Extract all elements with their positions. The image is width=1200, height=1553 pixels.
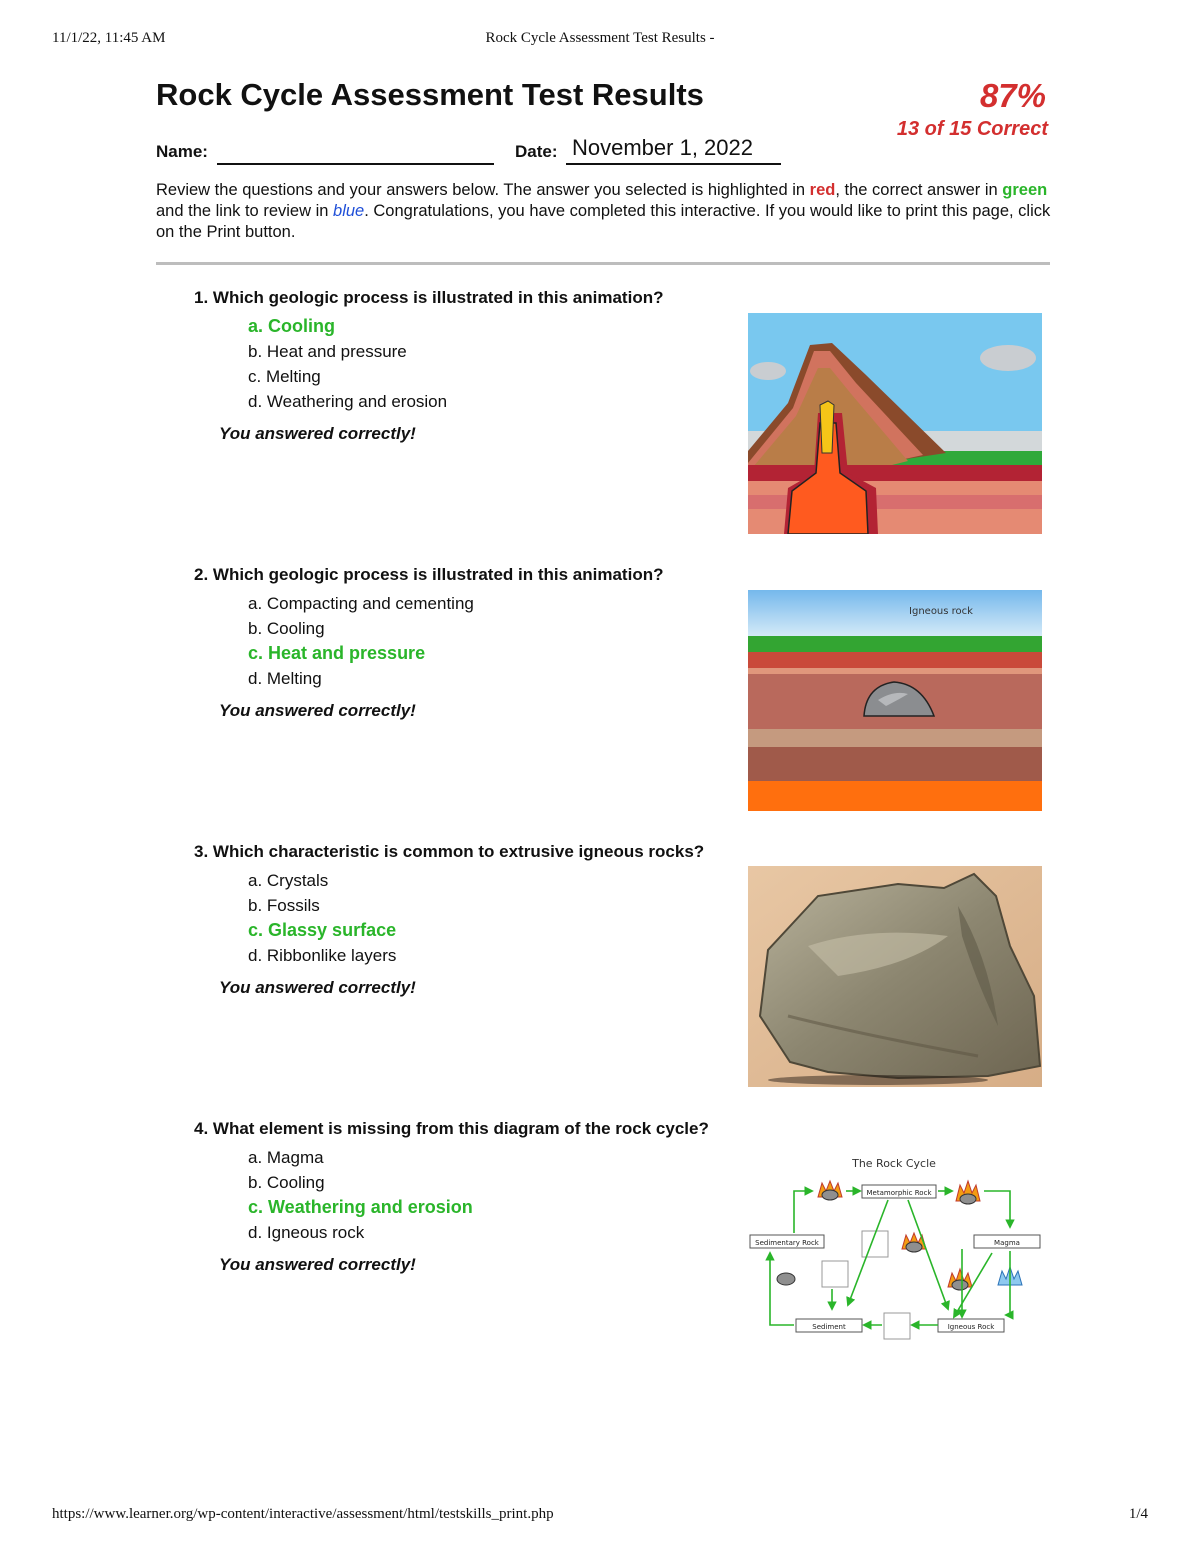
intro-text-3: and the link to review in (156, 202, 334, 220)
intro-text-1: Review the questions and your answers below. The answer you selected is highlighted in (156, 181, 810, 199)
answer-choice: d. Weathering and erosion (248, 392, 448, 411)
question-prompt: 4. What element is missing from this diagram of the rock cycle? (194, 1119, 709, 1138)
print-footer (52, 1506, 1148, 1526)
score-percent: 87% (979, 77, 1046, 114)
magma-label: Magma (994, 1239, 1020, 1247)
print-header (52, 30, 1148, 50)
score-summary: 13 of 15 Correct (896, 118, 1048, 140)
page-title: Rock Cycle Assessment Test Results (156, 77, 704, 112)
correct-answer-choice: c. Weathering and erosion (248, 1197, 473, 1217)
answer-choice: a. Magma (248, 1148, 324, 1167)
answer-feedback: You answered correctly! (219, 424, 416, 443)
answer-choice: d. Melting (248, 669, 322, 688)
print-datetime: 11/1/22, 11:45 AM (52, 30, 166, 46)
answer-feedback: You answered correctly! (219, 978, 416, 997)
answer-feedback: You answered correctly! (219, 701, 416, 720)
sedimentary-rock-label: Sedimentary Rock (755, 1239, 819, 1247)
question-3 (194, 842, 734, 998)
volcano-illustration (748, 313, 1042, 534)
question-prompt: 2. Which geologic process is illustrated in this animation? (194, 565, 664, 584)
rock-layers-illustration (748, 590, 1042, 811)
question-4 (194, 1119, 734, 1275)
igneous-rock-label: Igneous Rock (947, 1323, 995, 1331)
answer-choice: a. Crystals (248, 871, 329, 890)
intro-text-4: . Congratulations, you have completed this interactive. If you would like to print this page, click on the Print button. (156, 202, 1051, 241)
answer-choice: c. Melting (248, 367, 321, 386)
instructions-paragraph (156, 180, 1056, 243)
answer-choice: b. Heat and pressure (248, 342, 407, 361)
answer-choice: a. Compacting and cementing (248, 594, 474, 613)
page-number: 1/4 (1128, 1506, 1148, 1522)
intro-green-word: green (1002, 181, 1048, 199)
answer-choice: b. Cooling (248, 619, 325, 638)
correct-answer-choice: c. Heat and pressure (248, 643, 426, 663)
name-field (217, 163, 494, 165)
question-prompt: 1. Which geologic process is illustrated in this animation? (194, 288, 664, 307)
rock-cycle-diagram (748, 1145, 1042, 1345)
answer-choice: d. Ribbonlike layers (248, 946, 397, 965)
answer-choice: b. Fossils (248, 896, 320, 915)
intro-blue-word: blue (333, 202, 365, 220)
rock-photo (748, 866, 1042, 1087)
correct-answer-choice: c. Glassy surface (248, 920, 397, 940)
name-label: Name: (156, 142, 208, 161)
date-field: November 1, 2022 (566, 135, 781, 165)
igneous-rock-caption: Igneous rock (909, 606, 973, 617)
diagram-title: The Rock Cycle (852, 1157, 936, 1170)
correct-answer-choice: a. Cooling (248, 316, 335, 336)
divider (156, 262, 1050, 265)
question-1 (194, 288, 734, 444)
intro-text-2: , the correct answer in (835, 181, 1003, 199)
page-url: https://www.learner.org/wp-content/interactive/assessment/html/testskills_print.php (52, 1506, 554, 1522)
answer-choice: d. Igneous rock (248, 1223, 365, 1242)
answer-feedback: You answered correctly! (219, 1255, 416, 1274)
sediment-label: Sediment (812, 1323, 846, 1331)
date-label: Date: (515, 142, 558, 161)
intro-red-word: red (809, 181, 836, 199)
question-prompt: 3. Which characteristic is common to extrusive igneous rocks? (194, 842, 705, 861)
question-2 (194, 565, 734, 721)
print-doc-title: Rock Cycle Assessment Test Results - (485, 30, 715, 46)
answer-choice: b. Cooling (248, 1173, 325, 1192)
metamorphic-rock-label: Metamorphic Rock (866, 1189, 932, 1197)
